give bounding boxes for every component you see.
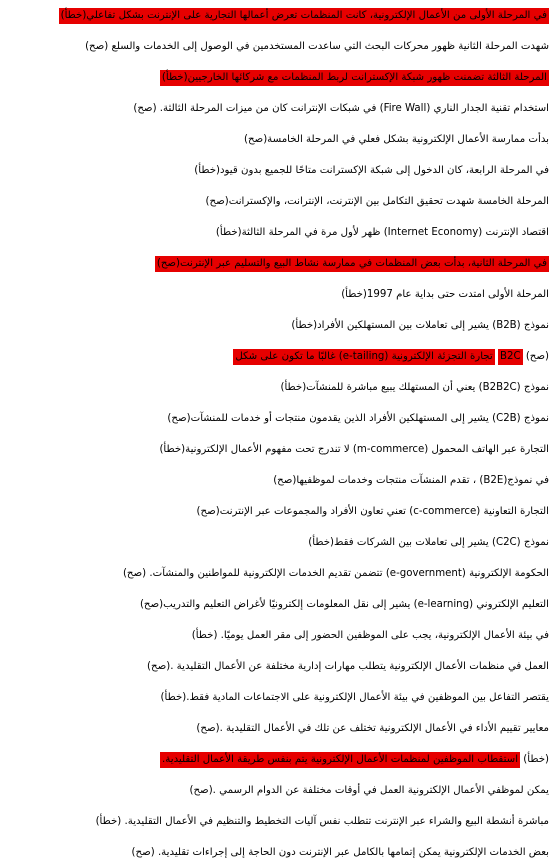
text-line [6,62,549,93]
text-line [6,341,549,372]
text-line [6,279,549,310]
line-text: اقتصاد الإنترنت (Internet Economy) ظهر لأول مرة في المرحلة الثالثة(خطأ) [215,226,549,238]
text-line [6,682,549,713]
text-line [6,403,549,434]
line-text: نموذج (B2B) يشير إلى تعاملات بين المستهلكين الأفراد(خطأ) [291,319,549,331]
text-line [6,93,549,124]
highlighted-text: B2C [498,349,523,365]
line-text: مباشرة أنشطة البيع والشراء عبر الإنترنت تتطلب نفس آليات التخطيط والتنظيم في الأعمال التقليدية. (خطأ) [95,815,549,827]
text-line [6,0,549,31]
line-text: العمل في منظمات الأعمال الإلكترونية يتطلب مهارات إدارية مختلفة عن الأعمال التقليدية .(صح) [147,660,549,672]
text-line [6,155,549,186]
line-text: نموذج (C2C) يشير إلى تعاملات بين الشركات فقط(خطأ) [308,536,549,548]
line-text: في المرحلة الرابعة، كان الدخول إلى شبكة الإكسترانت متاحًا للجميع بدون قيود(خطأ) [194,164,549,176]
spacer [523,350,526,364]
text-line [6,713,549,744]
spacer [495,350,498,364]
text-line [6,372,549,403]
text-line [6,217,549,248]
answer-mark: (خطأ) [523,753,549,765]
text-line [6,589,549,620]
text-line [6,310,549,341]
text-line [6,248,549,279]
line-text: التجارة التعاونية (c-commerce) تعني تعاون الأفراد والمجموعات عبر الإنترنت(صح) [196,505,549,517]
line-content [233,349,549,365]
line-text: الحكومة الإلكترونية (e-government) تتضمن تقديم الخدمات الإلكترونية للمواطنين والمنشآت. (صح) [122,567,549,579]
highlighted-text: استقطاب الموظفين لمنظمات الأعمال الإلكترونية يتم بنفس طريقة الأعمال التقليدية. [160,752,520,768]
text-line [6,775,549,806]
line-text: شهدت المرحلة الثانية ظهور محركات البحث التي ساعدت المستخدمين في الوصول إلى الخدمات والسلع (صح) [85,40,549,52]
text-line [6,837,549,868]
line-text: المرحلة الأولى امتدت حتى بداية عام 1997(خطأ) [341,288,549,300]
text-line [6,496,549,527]
text-line [6,124,549,155]
line-text: استخدام تقنية الجدار الناري (Fire Wall) في شبكات الإنترانت كان من ميزات المرحلة الثالثة. (صح) [133,102,549,114]
line-text: معايير تقييم الأداء في الأعمال الإلكترونية تختلف عن تلك في الأعمال التقليدية .(صح) [196,722,549,734]
line-text: بعض الخدمات الإلكترونية يمكن إتمامها بالكامل عبر الإنترنت دون الحاجة إلى إجراءات تقليدية. (صح) [131,846,549,858]
line-text: التعليم الإلكتروني (e-learning) يشير إلى نقل المعلومات إلكترونيًا لأغراض التعليم والتدريب(صح) [139,598,549,610]
text-line [6,434,549,465]
highlighted-text: المرحلة الثالثة تضمنت ظهور شبكة الإكسترانت لربط المنظمات مع شركائها الخارجيين(خطأ) [160,70,549,86]
highlighted-text: في المرحلة الثانية، بدأت بعض المنظمات في ممارسة نشاط البيع والتسليم عبر الإنترنت(صح) [155,256,549,272]
text-line [6,527,549,558]
text-line [6,651,549,682]
line-text: بدأت ممارسة الأعمال الإلكترونية بشكل فعلي في المرحلة الخامسة(صح) [244,133,549,145]
answer-mark: (صح) [525,350,549,362]
line-content [160,752,549,768]
highlighted-text: تجارة التجزئة الإلكترونية (e-tailing) غالبًا ما تكون على شكل [233,349,494,365]
text-line [6,744,549,775]
text-line [6,806,549,837]
text-line [6,31,549,62]
line-text: في بيئة الأعمال الإلكترونية، يجب على الموظفين الحضور إلى مقر العمل يوميًا. (خطأ) [191,629,549,641]
line-text: نموذج (C2B) يشير إلى المستهلكين الأفراد الذين يقدمون منتجات أو خدمات للمنشآت(صح) [167,412,549,424]
line-text: يقتصر التفاعل بين الموظفين في بيئة الأعمال الإلكترونية على الاجتماعات المادية فقط.(خطأ) [160,691,549,703]
text-line [6,465,549,496]
highlighted-text: في المرحلة الأولى من الأعمال الإلكترونية، كانت المنظمات تعرض أعمالها التجارية على الإنترنت بشكل تفاعلي(خطأ) [59,8,549,24]
spacer [520,753,523,767]
line-text: المرحلة الخامسة شهدت تحقيق التكامل بين الإنترنت، الإنترانت، والإكسترانت(صح) [205,195,549,207]
line-text: نموذج (B2B2C) يعني أن المستهلك يبيع مباشرة للمنشآت(خطأ) [280,381,549,393]
text-line [6,620,549,651]
line-text: يمكن لموظفي الأعمال الإلكترونية العمل في أوقات مختلفة عن الدوام الرسمي .(صح) [189,784,549,796]
line-text: التجارة عبر الهاتف المحمول (m-commerce) لا تندرج تحت مفهوم الأعمال الإلكترونية(خطأ) [159,443,549,455]
line-text: في نموذج(B2E) ، تقدم المنشآت منتجات وخدمات لموظفيها(صح) [273,474,549,486]
text-line [6,558,549,589]
text-line [6,186,549,217]
